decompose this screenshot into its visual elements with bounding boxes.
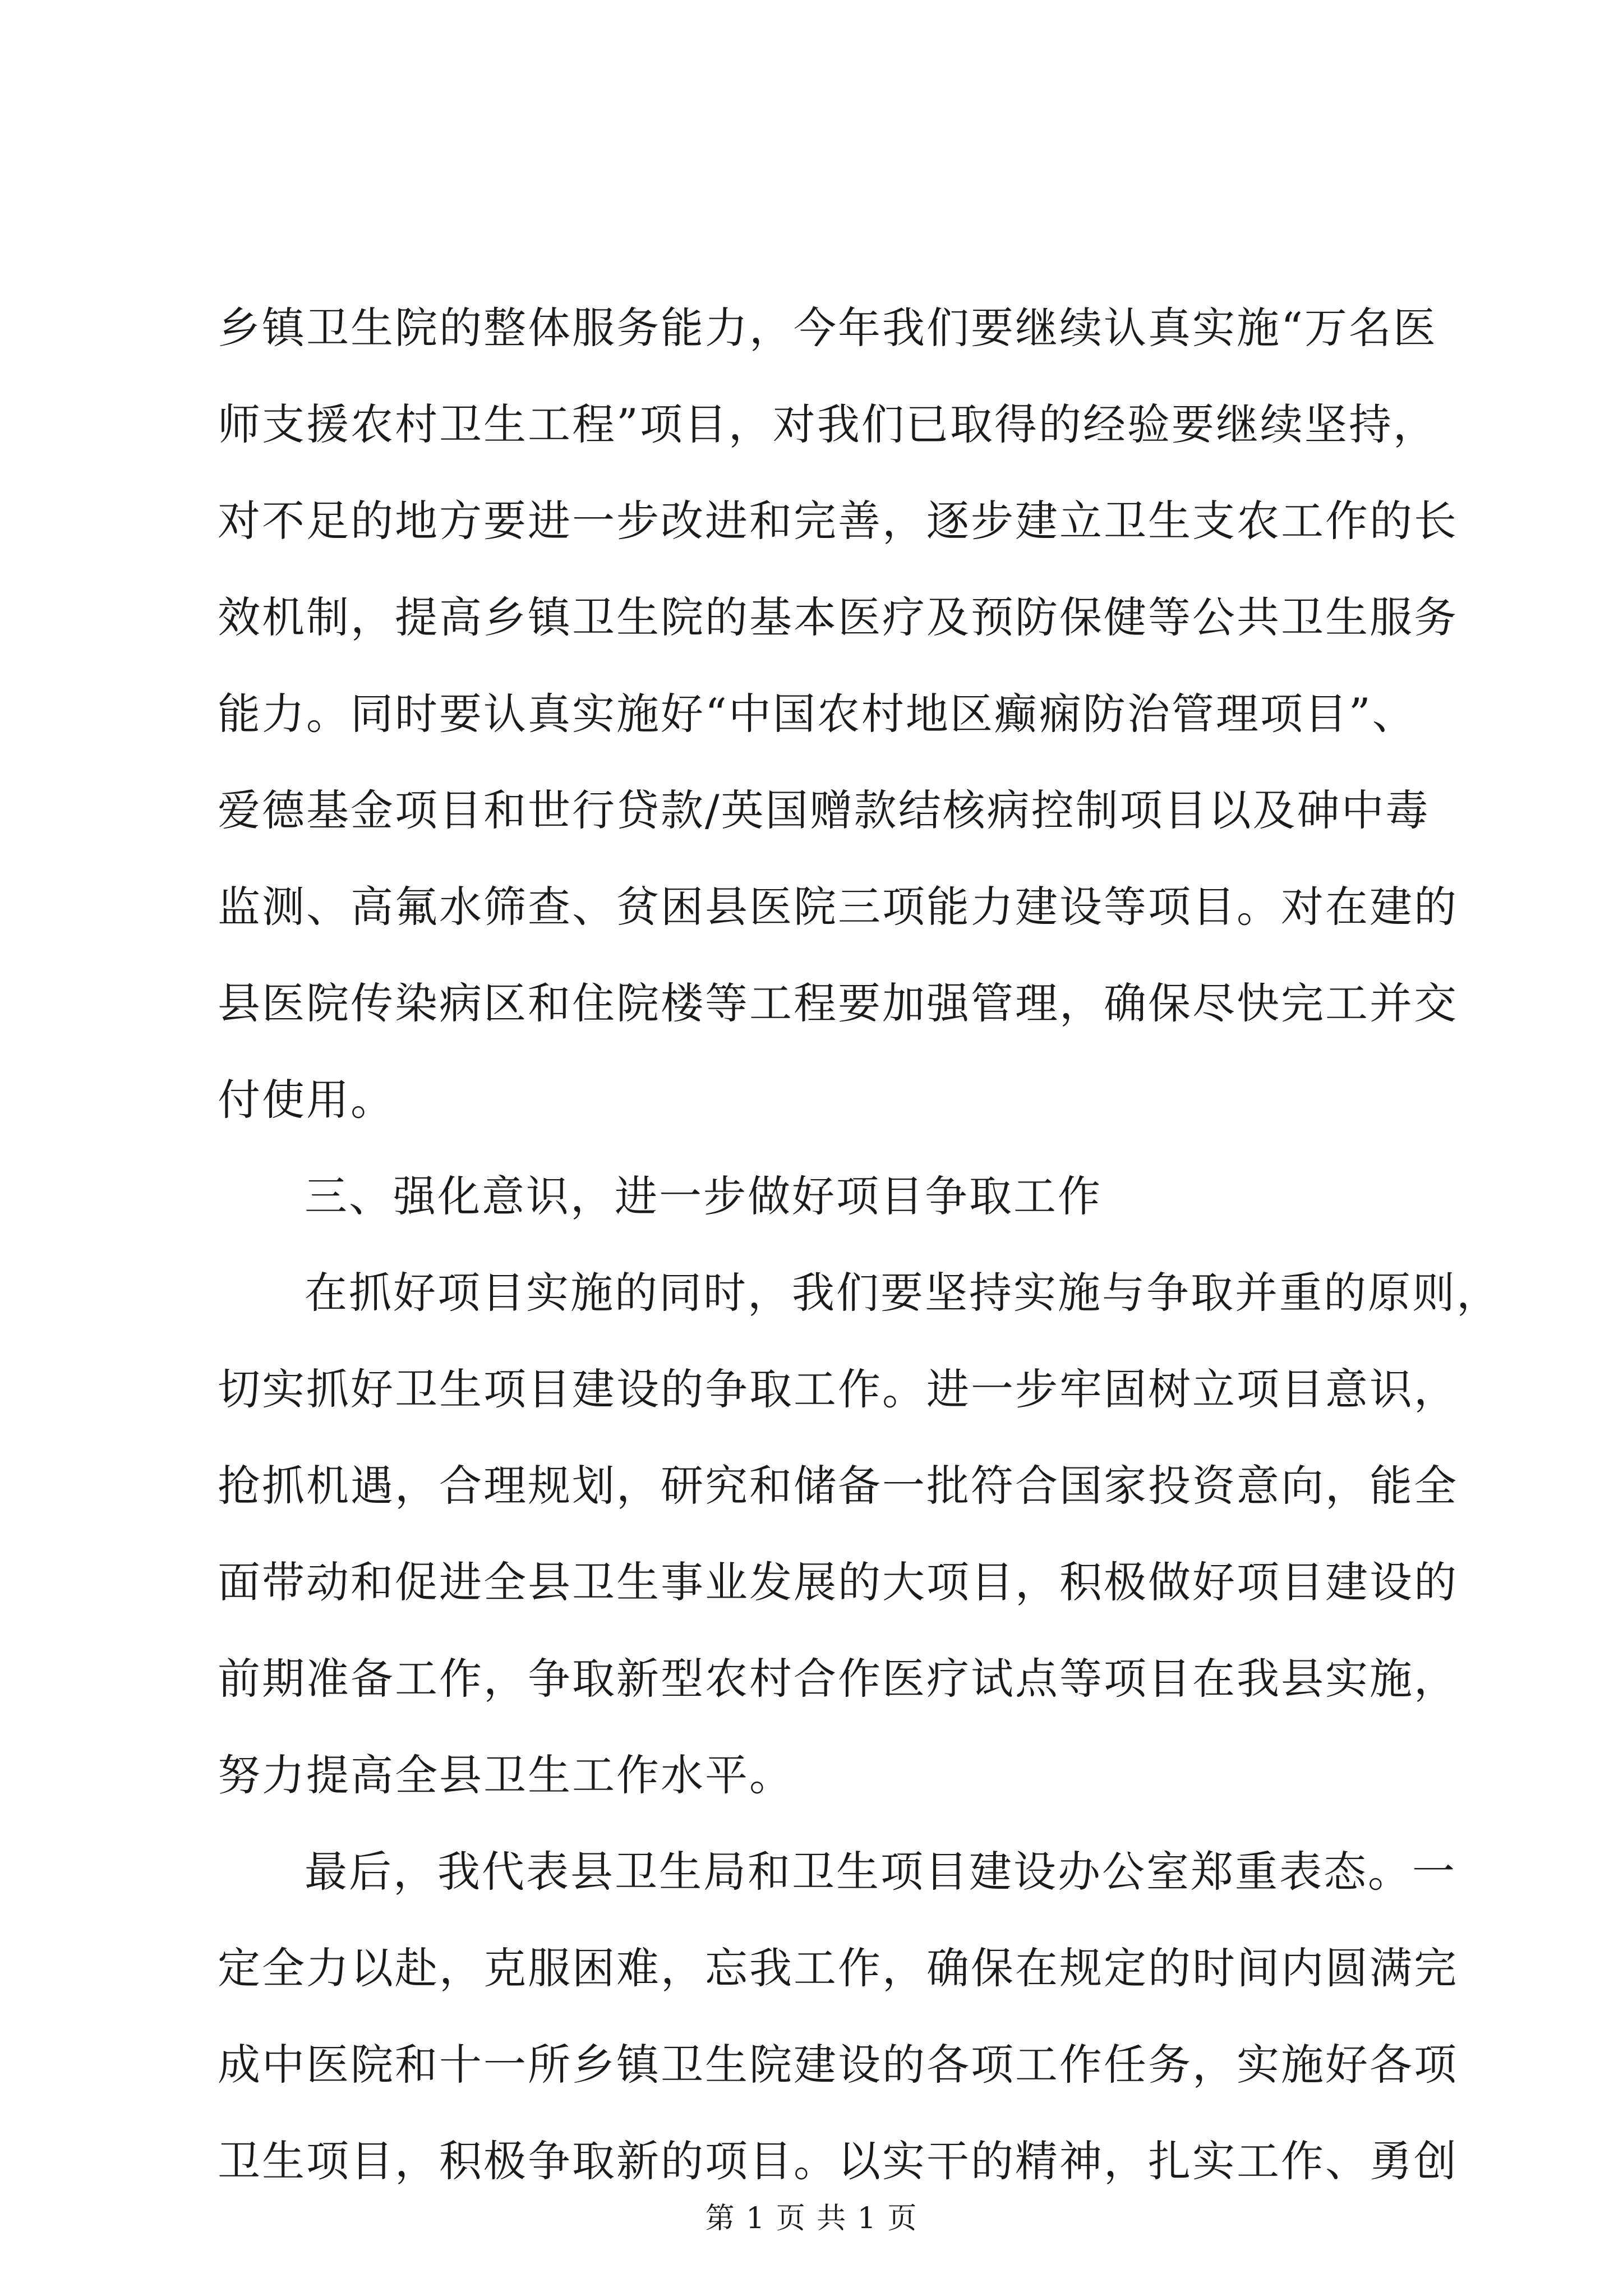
text-line: 成中医院和十一所乡镇卫生院建设的各项工作任务，实施好各项: [218, 2040, 1458, 2090]
text-line: 在抓好项目实施的同时，我们要坚持实施与争取并重的原则，: [305, 1268, 1501, 1318]
text-line: 前期准备工作，争取新型农村合作医疗试点等项目在我县实施，: [218, 1654, 1458, 1704]
text-line: 切实抓好卫生项目建设的争取工作。进一步牢固树立项目意识，: [218, 1364, 1458, 1414]
text-line: 对不足的地方要进一步改进和完善，逐步建立卫生支农工作的长: [218, 496, 1458, 546]
text-line: 监测、高氟水筛查、贫困县医院三项能力建设等项目。对在建的: [218, 882, 1458, 932]
text-line: 爱德基金项目和世行贷款/英国赠款结核病控制项目以及砷中毒: [218, 785, 1430, 835]
text-line: 县医院传染病区和住院楼等工程要加强管理，确保尽快完工并交: [218, 978, 1458, 1028]
text-line: 效机制，提高乡镇卫生院的基本医疗及预防保健等公共卫生服务: [218, 592, 1458, 642]
section-heading: 三、强化意识，进一步做好项目争取工作: [305, 1171, 1102, 1221]
page-number-footer: 第 1 页 共 1 页: [705, 2202, 918, 2235]
text-line: 付使用。: [218, 1075, 395, 1125]
text-line: 师支援农村卫生工程”项目，对我们已取得的经验要继续坚持，: [218, 399, 1437, 449]
text-line: 能力。同时要认真实施好“中国农村地区癫痫防治管理项目”、: [218, 689, 1417, 739]
text-line: 抢抓机遇，合理规划，研究和储备一批符合国家投资意向，能全: [218, 1461, 1458, 1511]
text-line: 定全力以赴，克服困难，忘我工作，确保在规定的时间内圆满完: [218, 1943, 1458, 1993]
text-line: 面带动和促进全县卫生事业发展的大项目，积极做好项目建设的: [218, 1557, 1458, 1607]
text-line: 卫生项目，积极争取新的项目。以实干的精神，扎实工作、勇创: [218, 2136, 1458, 2186]
text-line: 乡镇卫生院的整体服务能力，今年我们要继续认真实施“万名医: [218, 303, 1437, 353]
text-line: 努力提高全县卫生工作水平。: [218, 1750, 794, 1800]
text-line: 最后，我代表县卫生局和卫生项目建设办公室郑重表态。一: [305, 1847, 1456, 1897]
